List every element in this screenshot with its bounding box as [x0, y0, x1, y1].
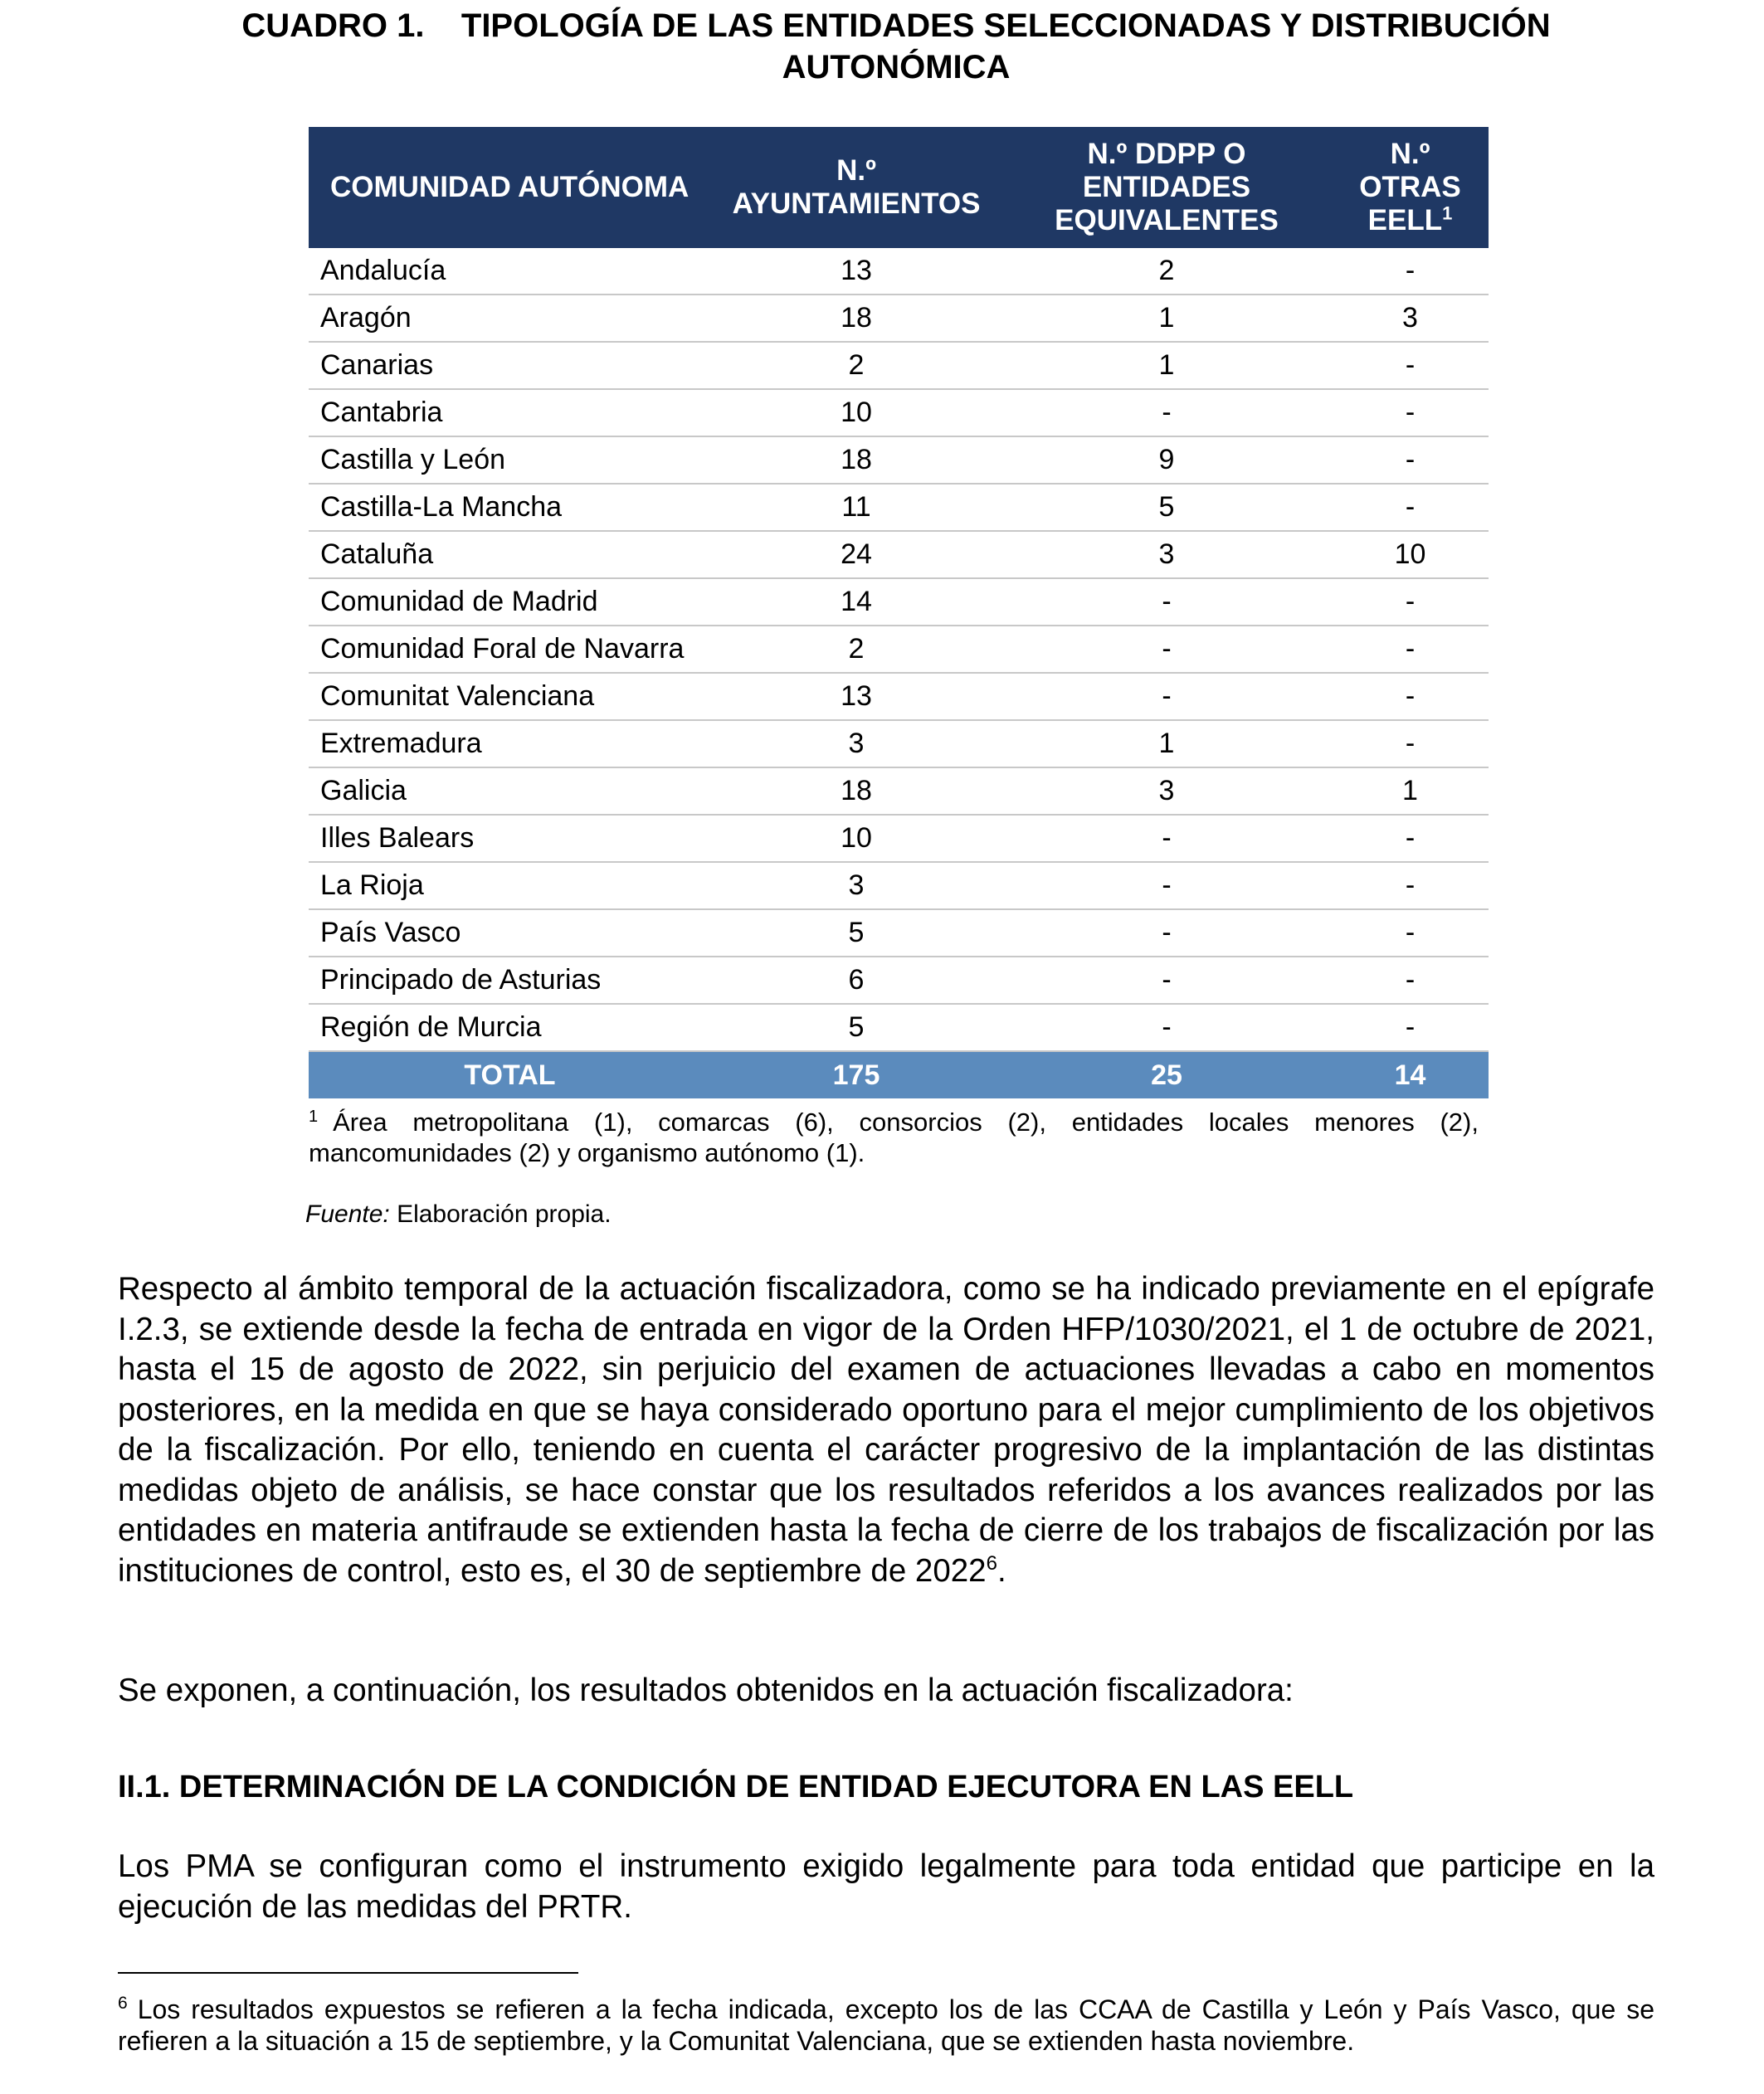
table-row [309, 720, 1489, 767]
table-row [309, 295, 1489, 342]
cell-ddpp: 2 [1001, 248, 1332, 295]
total-label: TOTAL [309, 1051, 711, 1098]
cell-ddpp: - [1001, 389, 1332, 436]
cell-ayuntamientos: 13 [711, 248, 1001, 295]
table-title [133, 5, 1659, 88]
cell-ddpp: 1 [1001, 720, 1332, 767]
cell-otras: - [1332, 248, 1489, 295]
table-row [309, 484, 1489, 531]
cell-comunidad: Andalucía [309, 248, 711, 295]
cell-ddpp: 9 [1001, 436, 1332, 484]
cell-ayuntamientos: 10 [711, 815, 1001, 862]
cell-comunidad: Canarias [309, 342, 711, 389]
cell-ddpp: 1 [1001, 342, 1332, 389]
distribution-table [309, 127, 1489, 1098]
table-row [309, 767, 1489, 815]
source-label: Fuente: [305, 1200, 390, 1228]
cell-ddpp: 3 [1001, 767, 1332, 815]
cell-ayuntamientos: 10 [711, 389, 1001, 436]
cell-otras: - [1332, 1004, 1489, 1051]
cell-otras: - [1332, 815, 1489, 862]
cell-ayuntamientos: 6 [711, 957, 1001, 1004]
cell-otras: 10 [1332, 531, 1489, 578]
cell-otras: - [1332, 342, 1489, 389]
table-row [309, 862, 1489, 909]
header-otras-eell: N.º OTRAS EELL$^1$ [1332, 127, 1489, 248]
cell-ayuntamientos: 3 [711, 862, 1001, 909]
cell-comunidad: Comunidad Foral de Navarra [309, 626, 711, 673]
table-footnote-mark: 1 [309, 1107, 319, 1126]
cell-otras: - [1332, 626, 1489, 673]
table-row [309, 436, 1489, 484]
cell-comunidad: Comunidad de Madrid [309, 578, 711, 626]
total-ddpp: 25 [1001, 1051, 1332, 1098]
table-row [309, 531, 1489, 578]
cell-comunidad: Castilla-La Mancha [309, 484, 711, 531]
source-text: Elaboración propia. [389, 1200, 612, 1228]
cell-ayuntamientos: 18 [711, 436, 1001, 484]
table-row [309, 957, 1489, 1004]
cell-ddpp: - [1001, 673, 1332, 720]
page-footnote-text: Los resultados expuestos se refieren a la fecha indicada, excepto los de las CCAA de Castilla y León y País Vasco, que se refieren a la situación a 15 de septiembre, y la Comunitat Valenciana, que se extienden hasta noviembre. [118, 1994, 1654, 2056]
cell-comunidad: Cantabria [309, 389, 711, 436]
table-row [309, 389, 1489, 436]
cell-otras: 3 [1332, 295, 1489, 342]
cell-otras: - [1332, 909, 1489, 957]
cell-otras: - [1332, 436, 1489, 484]
cell-comunidad: La Rioja [309, 862, 711, 909]
table-row [309, 1004, 1489, 1051]
cell-ayuntamientos: 18 [711, 295, 1001, 342]
body-paragraph-results-intro: Se exponen, a continuación, los resultados obtenidos en la actuación fiscalizadora: [118, 1673, 1294, 1708]
cell-ddpp: - [1001, 957, 1332, 1004]
table-row [309, 626, 1489, 673]
table-source [305, 1200, 612, 1230]
table-row [309, 248, 1489, 295]
table-total-row [309, 1051, 1489, 1098]
cell-comunidad: Illes Balears [309, 815, 711, 862]
paragraph-tail: . [997, 1552, 1006, 1589]
header-ayuntamientos: N.º AYUNTAMIENTOS [711, 127, 1001, 248]
cell-ddpp: 1 [1001, 295, 1332, 342]
cell-comunidad: Cataluña [309, 531, 711, 578]
cell-ayuntamientos: 5 [711, 909, 1001, 957]
cell-ddpp: 3 [1001, 531, 1332, 578]
cell-ddpp: - [1001, 578, 1332, 626]
cell-comunidad: Principado de Asturias [309, 957, 711, 1004]
cell-ddpp: - [1001, 1004, 1332, 1051]
cell-ayuntamientos: 3 [711, 720, 1001, 767]
cell-ddpp: - [1001, 909, 1332, 957]
cell-ayuntamientos: 14 [711, 578, 1001, 626]
table-row [309, 673, 1489, 720]
paragraph-text: Respecto al ámbito temporal de la actuación fiscalizadora, como se ha indicado previamente en el epígrafe I.2.3, se extiende desde la fecha de entrada en vigor de la Orden HFP/1030/2021, el 1 de octubre de 2021, hasta el 15 de agosto de 2022, sin perjuicio del examen de actuaciones llevadas a cabo en momentos posteriores, en la medida en que se haya considerado oportuno para el mejor cumplimiento de los objetivos de la fiscalización. Por ello, teniendo en cuenta el carácter progresivo de la implantación de las distintas medidas objeto de análisis, se hace constar que los resultados referidos a los avances realizados por las entidades en materia antifraude se extienden hasta la fecha de cierre de los trabajos de fiscalización por las instituciones de control, esto es, el 30 de septiembre de 2022 [118, 1271, 1654, 1589]
cell-ddpp: - [1001, 862, 1332, 909]
cell-otras: - [1332, 389, 1489, 436]
table-title-line1: CUADRO 1. TIPOLOGÍA DE LAS ENTIDADES SELECCIONADAS Y DISTRIBUCIÓN [241, 7, 1551, 44]
cell-comunidad: Galicia [309, 767, 711, 815]
cell-otras: - [1332, 578, 1489, 626]
cell-otras: - [1332, 862, 1489, 909]
cell-ayuntamientos: 11 [711, 484, 1001, 531]
cell-otras: 1 [1332, 767, 1489, 815]
table-footnote-text: Área metropolitana (1), comarcas (6), consorcios (2), entidades locales menores (2), mancomunidades (2) y organismo autónomo (1). [309, 1108, 1479, 1167]
table-title-line2: AUTONÓMICA [782, 49, 1011, 85]
table-row [309, 578, 1489, 626]
total-otras: 14 [1332, 1051, 1489, 1098]
total-ayuntamientos: 175 [711, 1051, 1001, 1098]
cell-ddpp: - [1001, 815, 1332, 862]
header-ddpp: N.º DDPP O ENTIDADES EQUIVALENTES [1001, 127, 1332, 248]
cell-comunidad: Aragón [309, 295, 711, 342]
cell-ddpp: 5 [1001, 484, 1332, 531]
page-footnote-mark: 6 [118, 1994, 128, 2014]
cell-otras: - [1332, 720, 1489, 767]
cell-ddpp: - [1001, 626, 1332, 673]
table-row [309, 342, 1489, 389]
cell-otras: - [1332, 673, 1489, 720]
body-paragraph-temporal-scope [118, 1269, 1654, 1591]
body-paragraph-pma: Los PMA se configuran como el instrumento exigido legalmente para toda entidad que participe en la ejecución de las medidas del PRTR. [118, 1848, 1654, 1925]
cell-ayuntamientos: 24 [711, 531, 1001, 578]
cell-ayuntamientos: 13 [711, 673, 1001, 720]
cell-comunidad: Castilla y León [309, 436, 711, 484]
cell-comunidad: País Vasco [309, 909, 711, 957]
footnote-ref: 6 [986, 1551, 997, 1575]
cell-ayuntamientos: 2 [711, 626, 1001, 673]
cell-ayuntamientos: 18 [711, 767, 1001, 815]
cell-otras: - [1332, 957, 1489, 1004]
cell-ayuntamientos: 2 [711, 342, 1001, 389]
cell-comunidad: Comunitat Valenciana [309, 673, 711, 720]
cell-ayuntamientos: 5 [711, 1004, 1001, 1051]
table-row [309, 815, 1489, 862]
section-heading: II.1. DETERMINACIÓN DE LA CONDICIÓN DE ENTIDAD EJECUTORA EN LAS EELL [118, 1770, 1354, 1804]
footnote-separator [118, 1972, 578, 1974]
header-comunidad: COMUNIDAD AUTÓNOMA [309, 127, 711, 248]
table-footnote [309, 1107, 1479, 1168]
cell-comunidad: Región de Murcia [309, 1004, 711, 1051]
table-row [309, 909, 1489, 957]
header-footnote-mark: 1 [1442, 202, 1453, 224]
cell-comunidad: Extremadura [309, 720, 711, 767]
page-footnote [118, 1994, 1654, 2057]
table-header-row [309, 127, 1489, 248]
cell-otras: - [1332, 484, 1489, 531]
